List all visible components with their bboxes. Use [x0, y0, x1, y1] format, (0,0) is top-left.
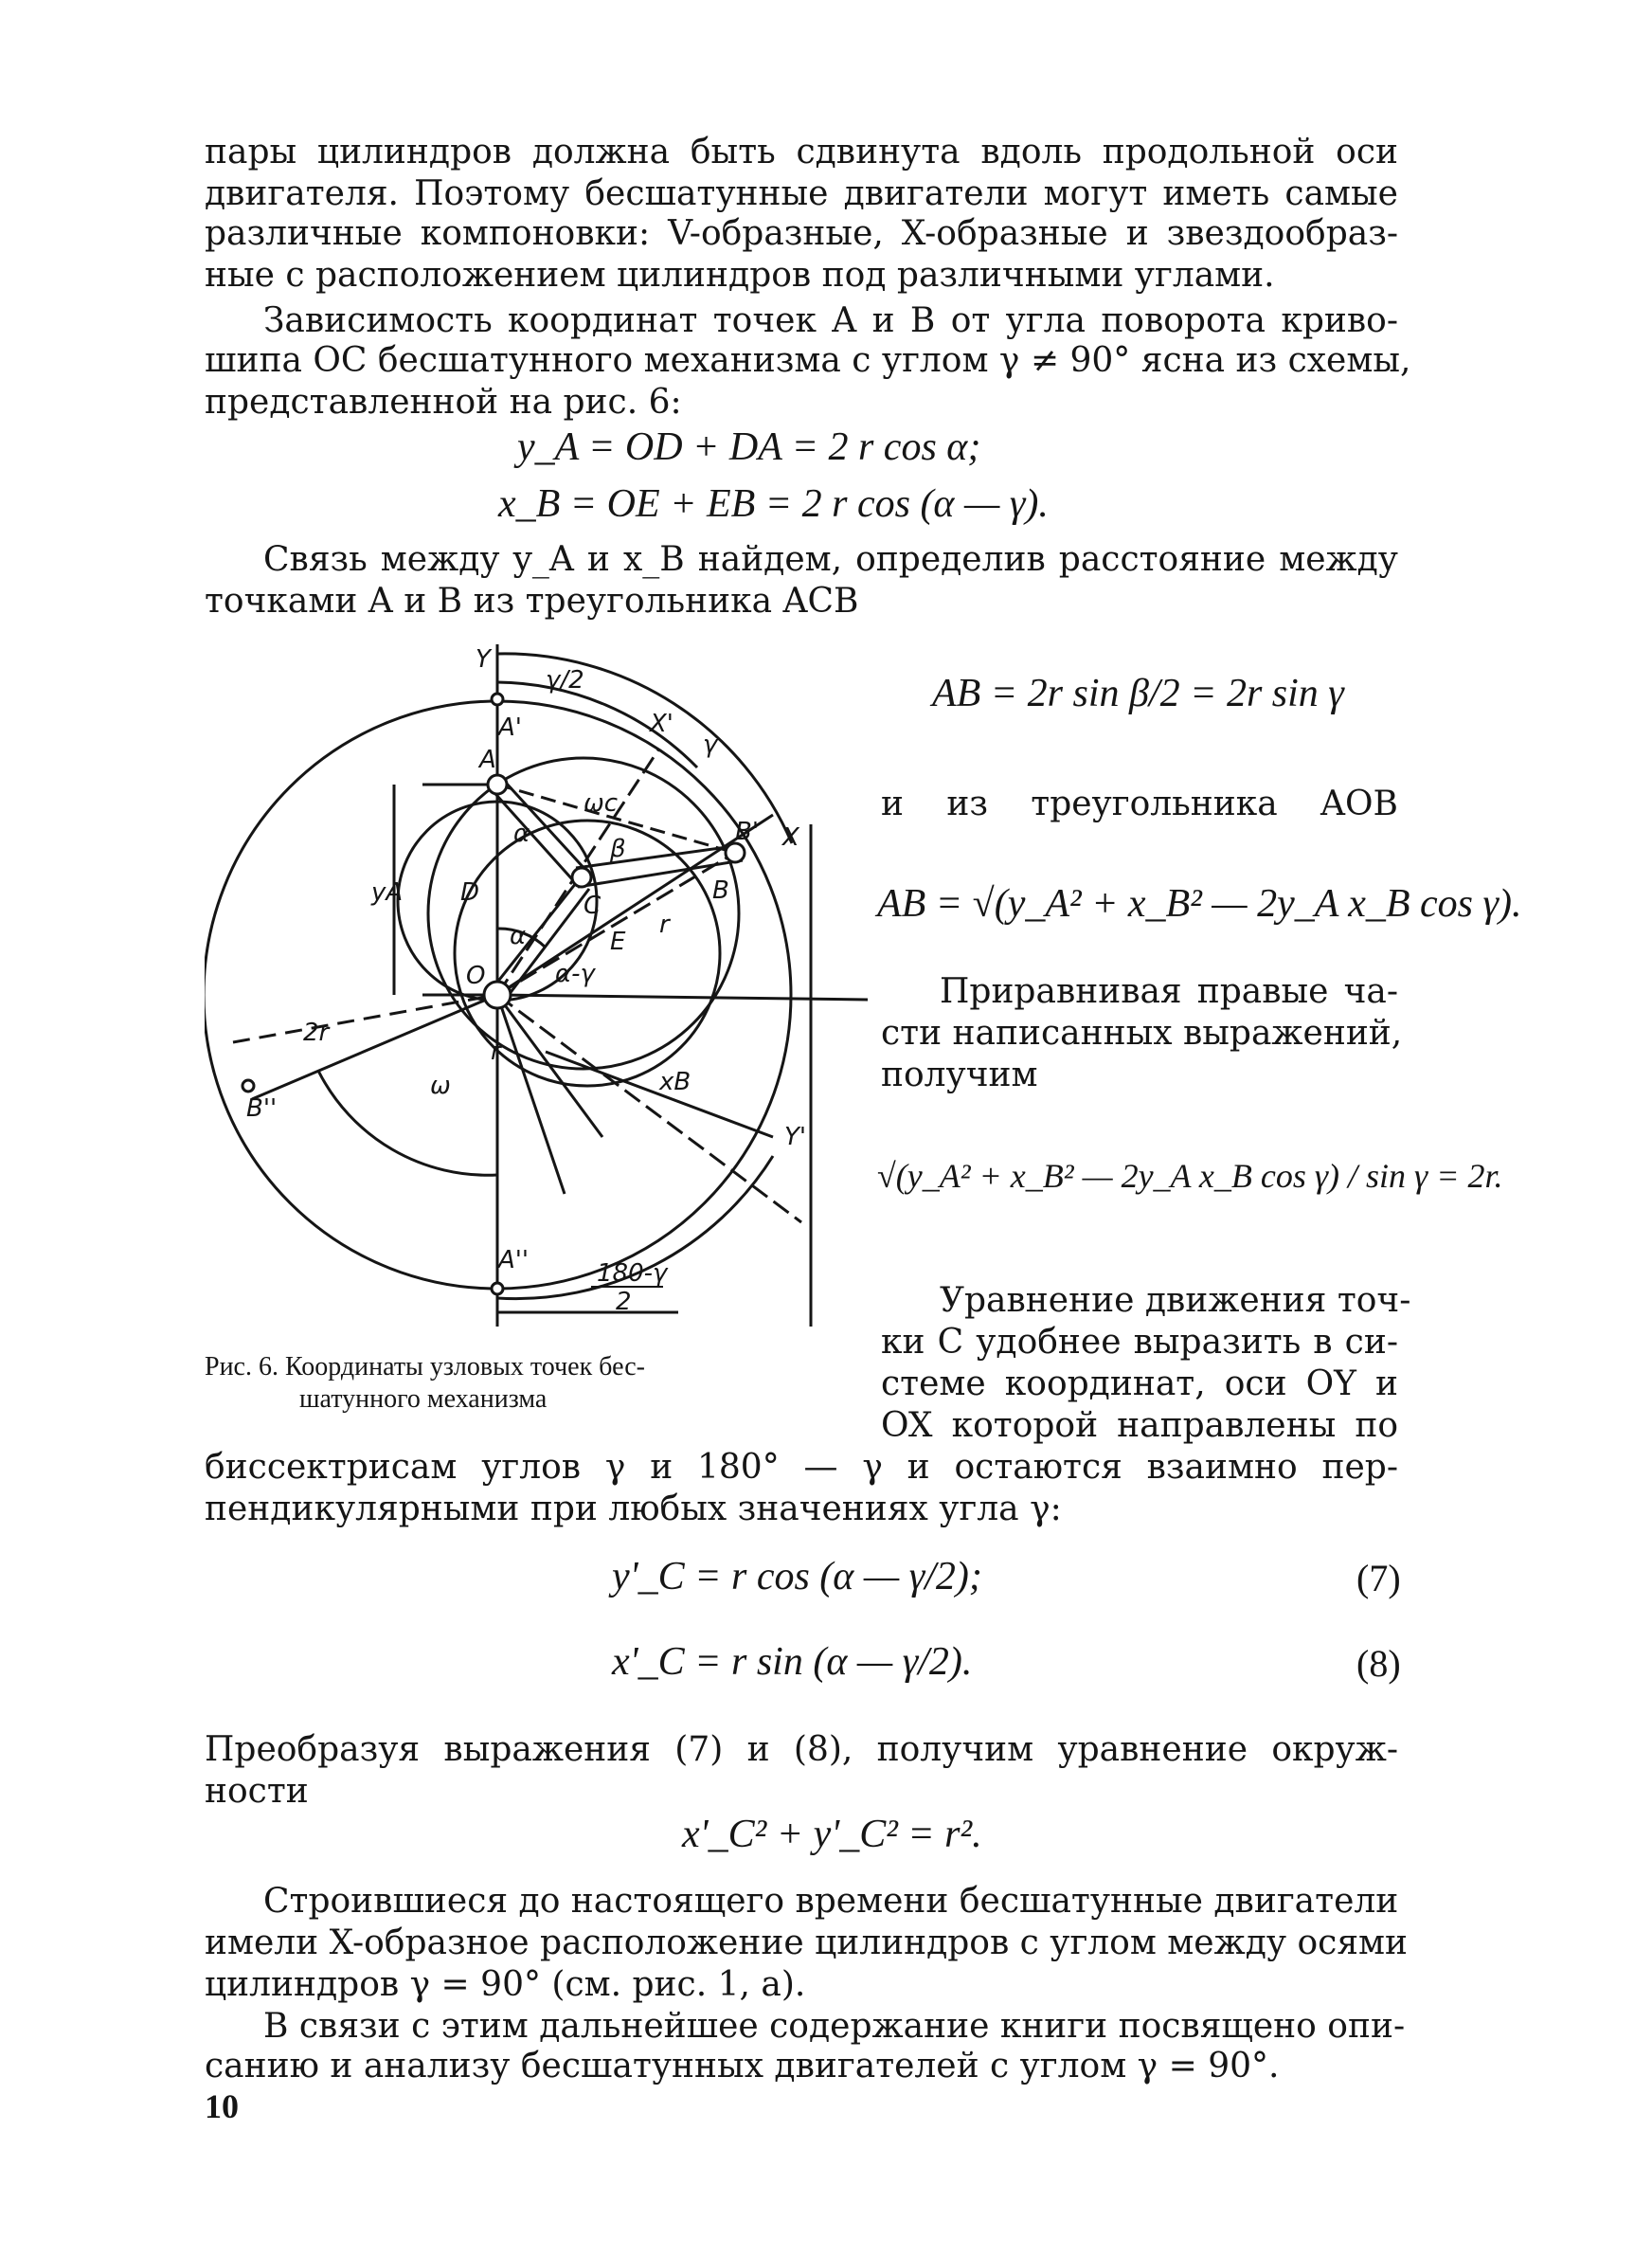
text-line: сти написанных выражений, [881, 1014, 1403, 1053]
text-line: стеме координат, оси OY и [881, 1364, 1398, 1403]
text-line: Связь между y_A и x_B найдем, определив расстояние между [263, 540, 1398, 579]
text-line: ные с расположением цилиндров под различными углами. [205, 256, 1275, 295]
equation-8: x'_C = r sin (α — γ/2). [612, 1640, 973, 1684]
text-line: имели X-образное расположение цилиндров с углом между осями [205, 1923, 1409, 1962]
label: xB [659, 1068, 691, 1096]
label: E [610, 928, 626, 956]
text-line: и из треугольника AOB [881, 785, 1398, 823]
text-line: Приравнивая правые ча- [940, 972, 1398, 1011]
text-line: ки C удобнее выразить в си- [881, 1323, 1398, 1362]
label: r [491, 1038, 501, 1066]
text-line: представленной на рис. 6: [205, 383, 682, 422]
label: α-γ [555, 960, 595, 988]
figure-caption-line: шатунного механизма [299, 1384, 548, 1414]
label: Y [476, 645, 491, 674]
equation-ratio: √(y_A² + x_B² — 2y_A x_B cos γ) / sin γ = 2r. [877, 1157, 1503, 1195]
text-line: Строившиеся до настоящего времени бесшатунные двигатели [263, 1882, 1399, 1921]
equation-number: (7) [1356, 1557, 1401, 1599]
text-line: получим [881, 1056, 1038, 1094]
text-line: Зависимость координат точек A и B от угла поворота криво- [263, 301, 1398, 340]
label: γ [703, 731, 718, 759]
equation-7: y'_C = r cos (α — γ/2); [612, 1555, 982, 1598]
label: X [782, 823, 799, 852]
text-line: В связи с этим дальнейшее содержание книги посвящено опи- [263, 2007, 1406, 2046]
text-line: цилиндров γ = 90° (см. рис. 1, a). [205, 1965, 806, 2004]
page-number: 10 [205, 2087, 239, 2125]
equation-number: (8) [1356, 1642, 1401, 1685]
label: ωc [584, 789, 619, 818]
text-line: Уравнение движения точ- [940, 1281, 1411, 1320]
label: X' [650, 710, 673, 738]
text-line: точками A и B из треугольника ACB [205, 582, 859, 621]
label: yA [371, 878, 404, 907]
label: O [466, 962, 486, 990]
figure-caption-line: Рис. 6. Координаты узловых точек бес- [205, 1352, 645, 1381]
label: B [712, 876, 729, 905]
label: α [510, 922, 527, 950]
text-line: двигателя. Поэтому бесшатунные двигатели могут иметь самые [205, 174, 1398, 213]
label: Y' [784, 1123, 807, 1151]
label: A'' [498, 1246, 530, 1274]
mechanism-diagram [205, 644, 868, 1336]
equation-ab-triangle-acb: AB = 2r sin β/2 = 2r sin γ [932, 672, 1344, 715]
label: 2 [616, 1288, 632, 1316]
equation-ab-triangle-aob: AB = √(y_A² + x_B² — 2y_A x_B cos γ). [877, 882, 1522, 926]
text-line: шипа OC бесшатунного механизма с углом γ ≠ 90° ясна из схемы, [205, 341, 1411, 380]
text-line: OX которой направлены по [881, 1406, 1398, 1445]
label: α [513, 820, 530, 848]
text-line: пендикулярными при любых значениях угла γ: [205, 1490, 1062, 1528]
text-line: ности [205, 1772, 309, 1811]
label: r [659, 911, 670, 939]
label: 180-γ [597, 1259, 668, 1288]
label: β [610, 835, 626, 863]
label: 2r [303, 1019, 330, 1047]
text-line: биссектрисам углов γ и 180° — γ и остаются взаимно пер- [205, 1448, 1398, 1487]
equation-ya: y_A = OD + DA = 2 r cos α; [517, 425, 981, 469]
equation-circle: x'_C² + y'_C² = r². [682, 1813, 982, 1856]
text-line: различные компоновки: V-образные, X-образные и звездообраз- [205, 214, 1398, 253]
text-line: Преобразуя выражения (7) и (8), получим уравнение окруж- [205, 1730, 1398, 1769]
label: B'' [246, 1094, 278, 1123]
label: A' [498, 713, 522, 742]
equation-xb: x_B = OE + EB = 2 r cos (α — γ). [498, 482, 1049, 526]
label: ω [430, 1072, 451, 1100]
label: D [460, 878, 480, 907]
label: γ/2 [546, 666, 584, 695]
label: B' [735, 818, 759, 846]
label: A [479, 746, 496, 774]
label: C [584, 892, 602, 920]
text-line: санию и анализу бесшатунных двигателей с углом γ = 90°. [205, 2047, 1280, 2085]
text-line: пары цилиндров должна быть сдвинута вдоль продольной оси [205, 133, 1398, 172]
